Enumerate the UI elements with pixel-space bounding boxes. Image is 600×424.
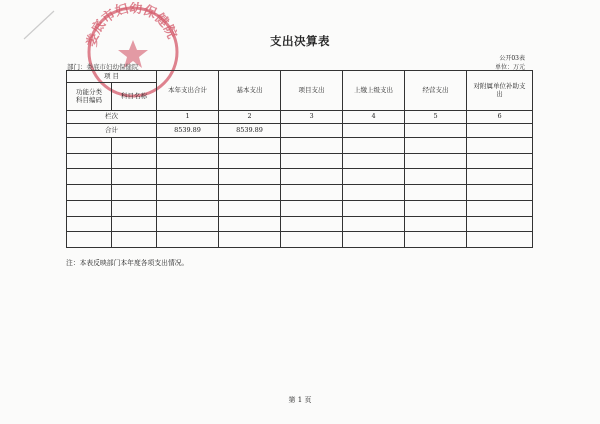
header-item: 项 目	[67, 71, 157, 83]
svg-text:娄底市妇幼保健院: 娄底市妇幼保健院	[84, 2, 180, 49]
table-row	[67, 169, 533, 185]
footnote: 注：本表反映部门本年度各项支出情况。	[66, 259, 189, 267]
total-row	[67, 124, 533, 138]
table-row	[67, 232, 533, 248]
department-value: 娄底市妇幼保健院	[86, 63, 139, 71]
index-cell: 4	[343, 111, 405, 124]
col-header-upper: 上缴上级支出	[343, 71, 405, 111]
table-row	[67, 200, 533, 216]
index-cell: 2	[219, 111, 281, 124]
expenditure-table	[66, 70, 533, 248]
report-title: 支出决算表	[270, 34, 330, 48]
col-header-total: 本年支出合计	[157, 71, 219, 111]
total-cell: 8539.89	[157, 124, 219, 138]
header-subject-name: 科目名称	[112, 83, 157, 111]
table-row	[67, 216, 533, 232]
col-header-subsidy: 对附属单位补助支出	[467, 71, 533, 111]
table-row	[67, 138, 533, 154]
index-cell: 6	[467, 111, 533, 124]
col-header-project: 项目支出	[281, 71, 343, 111]
page-number: 第 1 页	[288, 396, 312, 404]
total-cell	[343, 124, 405, 138]
table-row	[67, 185, 533, 201]
department-label: 部门：	[67, 63, 87, 71]
total-cell	[467, 124, 533, 138]
form-code: 公开03表	[499, 55, 525, 62]
index-cell: 5	[405, 111, 467, 124]
index-cell: 1	[157, 111, 219, 124]
total-cell: 8539.89	[219, 124, 281, 138]
index-row	[67, 111, 533, 124]
col-header-basic: 基本支出	[219, 71, 281, 111]
col-header-operating: 经营支出	[405, 71, 467, 111]
header-func-code: 功能分类 科目编码	[67, 83, 112, 111]
total-cell	[281, 124, 343, 138]
index-cell: 3	[281, 111, 343, 124]
unit-label: 单位：万元	[494, 64, 525, 71]
total-cell	[405, 124, 467, 138]
total-label: 合计	[67, 124, 157, 138]
index-label: 栏次	[67, 111, 157, 124]
table-row	[67, 153, 533, 169]
